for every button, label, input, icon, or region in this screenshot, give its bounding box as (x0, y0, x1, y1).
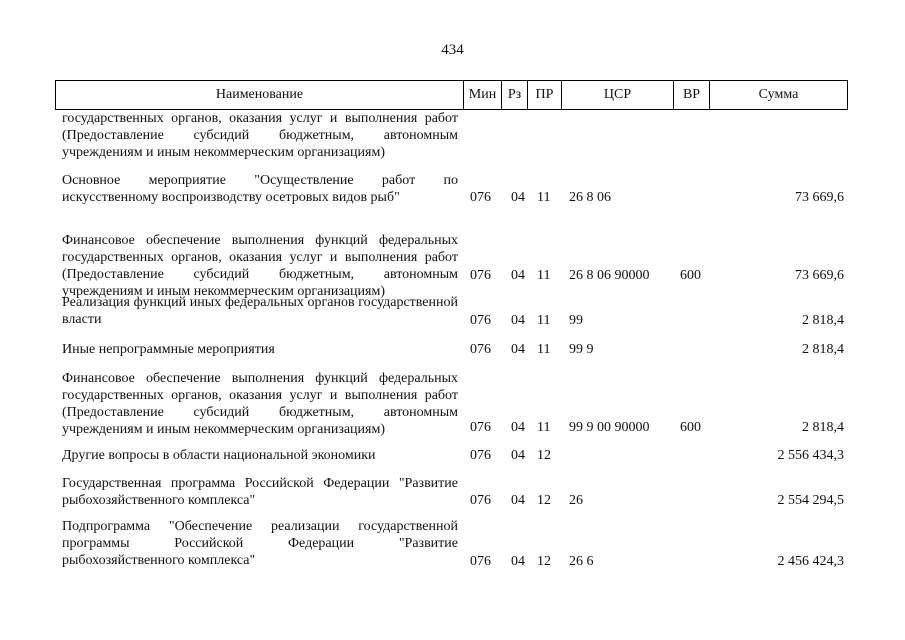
row-pr: 12 (537, 554, 551, 569)
row-rz: 04 (511, 420, 525, 435)
row-pr: 11 (537, 190, 551, 205)
row-rz: 04 (511, 493, 525, 508)
row-pr: 11 (537, 420, 551, 435)
row-rz: 04 (511, 268, 525, 283)
row-sum: 2 818,4 (802, 420, 844, 435)
row-sum: 2 818,4 (802, 313, 844, 328)
row-sum: 2 456 424,3 (777, 554, 844, 569)
row-sum: 2 556 434,3 (777, 448, 844, 463)
row-pr: 11 (537, 342, 551, 357)
row-min: 076 (470, 493, 491, 508)
row-rz: 04 (511, 554, 525, 569)
row-vr: 600 (680, 268, 701, 283)
header-vr: ВР (674, 81, 710, 109)
row-csr: 99 (569, 313, 583, 328)
row-min: 076 (470, 313, 491, 328)
table-header (55, 80, 848, 110)
row-min: 076 (470, 448, 491, 463)
row-name: Финансовое обеспечение выполнения функций федеральных государственных органов, оказания услуг и выполнения работ (Предоставление субсидий бюджетным, автономным учреждениям и иным некоммерческим организациям) (62, 233, 458, 299)
row-sum: 73 669,6 (795, 268, 844, 283)
row-name: Финансовое обеспечение выполнения функций федеральных государственных органов, оказания услуг и выполнения работ (Предоставление субсидий бюджетным, автономным учреждениям и иным некоммерческим организациям) (62, 371, 458, 437)
row-pr: 12 (537, 448, 551, 463)
row-csr: 99 9 (569, 342, 594, 357)
row-name: Реализация функций иных федеральных органов государственной власти (62, 295, 458, 327)
row-pr: 11 (537, 313, 551, 328)
row-rz: 04 (511, 313, 525, 328)
header-min: Мин (464, 81, 502, 109)
row-csr: 26 8 06 (569, 190, 611, 205)
row-vr: 600 (680, 420, 701, 435)
row-name: Подпрограмма "Обеспечение реализации государственной программы Российской Федерации "Развитие рыбохозяйственного комплекса" (62, 519, 458, 568)
row-min: 076 (470, 420, 491, 435)
row-min: 076 (470, 554, 491, 569)
row-sum: 2 554 294,5 (777, 493, 844, 508)
row-pr: 11 (537, 268, 551, 283)
header-pr: ПР (528, 81, 562, 109)
header-rz: Рз (502, 81, 528, 109)
row-name: Другие вопросы в области национальной экономики (62, 448, 376, 463)
row-rz: 04 (511, 342, 525, 357)
row-csr: 26 (569, 493, 583, 508)
row-csr: 26 8 06 90000 (569, 268, 650, 283)
page-number: 434 (441, 42, 464, 58)
row-min: 076 (470, 342, 491, 357)
row-pr: 12 (537, 493, 551, 508)
header-csr: ЦСР (562, 81, 674, 109)
row-min: 076 (470, 190, 491, 205)
row-csr: 26 6 (569, 554, 594, 569)
row-rz: 04 (511, 448, 525, 463)
row-sum: 2 818,4 (802, 342, 844, 357)
row-min: 076 (470, 268, 491, 283)
row-name: государственных органов, оказания услуг и выполнения работ (Предоставление субсидий бюджетным, автономным учреждениям и иным некоммерческим организациям) (62, 111, 458, 160)
row-name: Государственная программа Российской Федерации "Развитие рыбохозяйственного комплекса" (62, 476, 458, 508)
row-sum: 73 669,6 (795, 190, 844, 205)
header-sum: Сумма (758, 87, 799, 102)
row-name: Основное мероприятие "Осуществление работ по искусственному воспроизводству осетровых видов рыб" (62, 173, 458, 205)
row-rz: 04 (511, 190, 525, 205)
row-name: Иные непрограммные мероприятия (62, 342, 275, 357)
row-csr: 99 9 00 90000 (569, 420, 650, 435)
header-name: Наименование (56, 81, 464, 109)
